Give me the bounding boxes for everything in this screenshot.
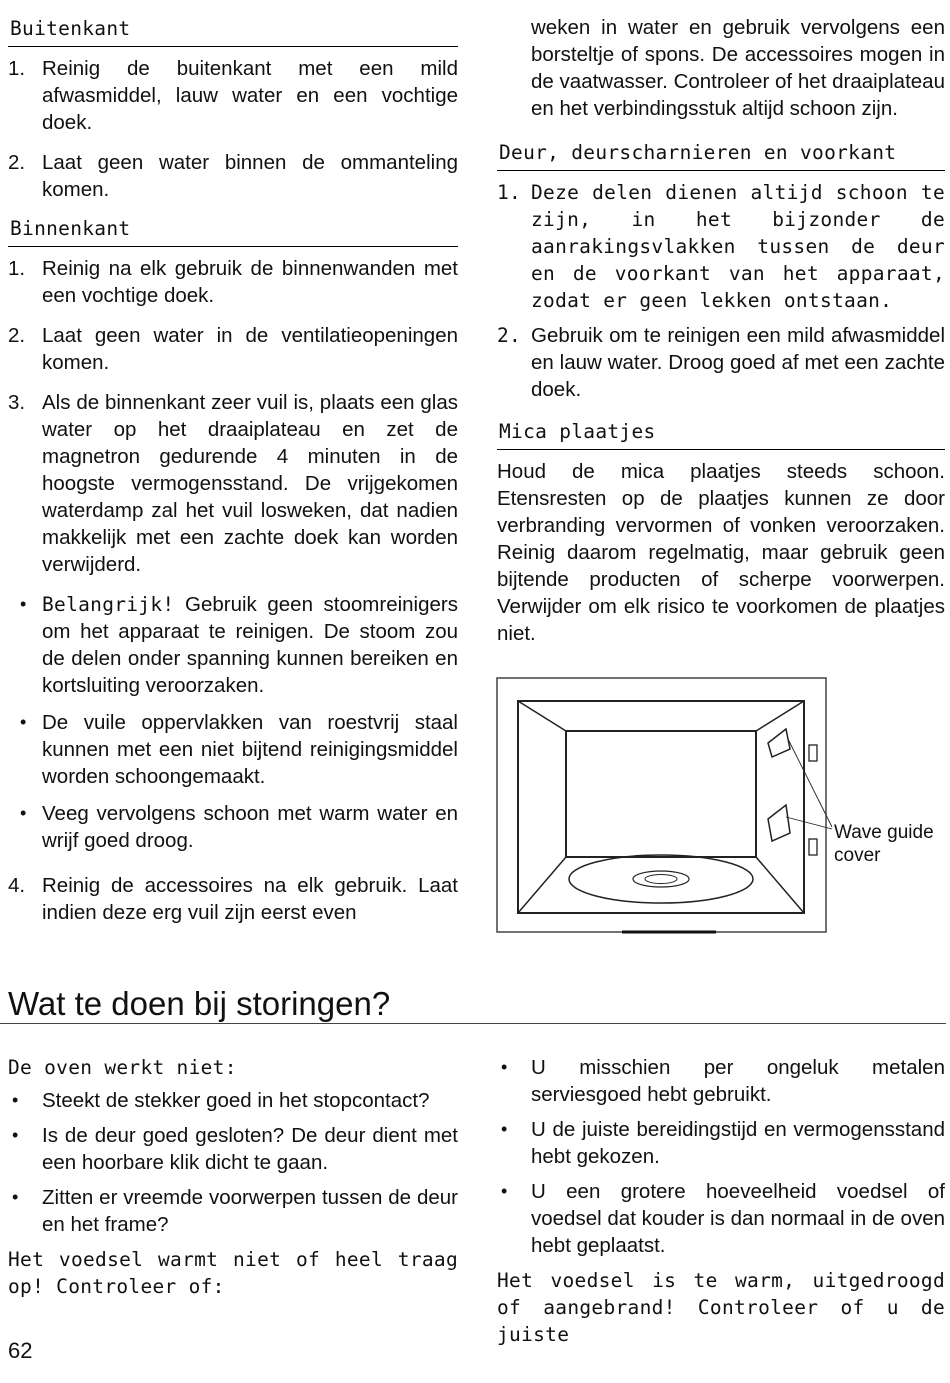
troubleshoot-left	[8, 1054, 458, 1300]
bullet-text: Zitten er vreemde voorwerpen tussen de deur en het frame?	[42, 1186, 458, 1236]
question-too-hot: Het voedsel is te warm, uitgedroogd of aangebrand! Controleer of u de juiste	[497, 1269, 945, 1346]
inside-bullets	[8, 591, 458, 854]
right-column	[497, 14, 945, 647]
list-item	[8, 322, 458, 376]
item-number: 3.	[8, 391, 26, 414]
question-oven: De oven werkt niet:	[8, 1056, 237, 1079]
bullet-text: U een grotere hoeveelheid voedsel of voedsel dat kouder is dan normaal in de oven hebt geplaatst.	[531, 1180, 945, 1257]
list-item	[8, 389, 458, 578]
bullet-item	[8, 591, 458, 699]
troubleshoot-right	[497, 1054, 945, 1348]
item-text: Reinig de accessoires na elk gebruik. Laat indien deze erg vuil zijn eerst even	[42, 874, 458, 924]
heading-door: Deur, deurscharnieren en voorkant	[497, 138, 945, 171]
inside-list	[8, 255, 458, 578]
section-title-wrap	[8, 984, 390, 1024]
bullet-item	[497, 1054, 945, 1108]
section-title: Wat te doen bij storingen?	[8, 985, 391, 1022]
bullet-icon: •	[12, 1090, 19, 1110]
microwave-diagram	[496, 677, 946, 935]
item-number: 1.	[497, 181, 522, 204]
outside-list	[8, 55, 458, 203]
bullet-text: Gebruik geen stoomreinigers om het apparaat te reinigen. De stoom zou de delen onder spanning kunnen bereiken en kortsluiting veroorzaken.	[42, 593, 458, 697]
list-item	[8, 149, 458, 203]
item-text: Reinig de buitenkant met een mild afwasmiddel, lauw water en een vochtige doek.	[42, 57, 458, 134]
bullet-item	[497, 1178, 945, 1259]
heading-buitenkant: Buitenkant	[8, 14, 458, 47]
left-column	[8, 14, 458, 939]
bullet-item	[8, 800, 458, 854]
item-text: Als de binnenkant zeer vuil is, plaats een glas water op het draaiplateau en zet de magnetron gedurende 4 minuten in de hoogste vermogensstand. De vrijgekomen waterdamp zal het vuil losweken, dat nadien makkelijk met een zachte doek kan worden verwijderd.	[42, 391, 458, 576]
item-number: 2.	[8, 324, 26, 347]
bullet-icon: •	[20, 712, 27, 732]
important-label: Belangrijk!	[42, 593, 175, 616]
label-line-1: Wave guide	[834, 822, 934, 843]
bullet-icon: •	[501, 1181, 508, 1201]
bullet-item	[8, 1087, 458, 1114]
bullet-icon: •	[501, 1057, 508, 1077]
bullet-text: Steekt de stekker goed in het stopcontact?	[42, 1089, 430, 1112]
item-number: 2.	[497, 324, 522, 347]
microwave-illustration	[496, 677, 946, 935]
bullet-item	[8, 1122, 458, 1176]
heading-mica: Mica plaatjes	[497, 417, 945, 450]
bullet-text: Is de deur goed gesloten? De deur dient met een hoorbare klik dicht te gaan.	[42, 1124, 458, 1174]
item-text: Gebruik om te reinigen een mild afwasmiddel en lauw water. Droog goed af met een zachte doek.	[531, 324, 945, 401]
list-item	[497, 179, 945, 314]
bullet-icon: •	[20, 803, 27, 823]
page-number: 62	[8, 1338, 33, 1363]
bullet-icon: •	[20, 594, 27, 614]
item-number: 2.	[8, 151, 26, 174]
item-number: 1.	[8, 57, 26, 80]
item-text: Reinig na elk gebruik de binnenwanden met een vochtige doek.	[42, 257, 458, 307]
item-number: 4.	[8, 874, 26, 897]
label-line-2: cover	[834, 845, 881, 866]
heading-binnenkant: Binnenkant	[8, 214, 458, 247]
question-heating: Het voedsel warmt niet of heel traag op! Controleer of:	[8, 1248, 458, 1298]
bullet-text: Veeg vervolgens schoon met warm water en wrijf goed droog.	[42, 802, 458, 852]
bullet-text: U de juiste bereidingstijd en vermogensstand hebt gekozen.	[531, 1118, 945, 1168]
bullet-icon: •	[12, 1125, 19, 1145]
item-number: 1.	[8, 257, 26, 280]
list-item	[8, 55, 458, 136]
list-item	[497, 322, 945, 403]
item-text: Deze delen dienen altijd schoon te zijn, in het bijzonder de aanrakingsvlakken tussen de deur en de voorkant van het apparaat, zodat er geen lekken ontstaan.	[531, 181, 945, 312]
bullet-text: De vuile oppervlakken van roestvrij staal kunnen met een niet bijtend reinigingsmiddel worden schoongemaakt.	[42, 711, 458, 788]
list-item	[8, 872, 458, 926]
wave-guide-label	[834, 821, 934, 867]
item-text: Laat geen water in de ventilatieopeningen komen.	[42, 324, 458, 374]
section-rule	[0, 1023, 946, 1024]
bullet-item	[497, 1116, 945, 1170]
bullet-icon: •	[12, 1187, 19, 1207]
mica-text: Houd de mica plaatjes steeds schoon. Etensresten op de plaatjes kunnen ze door verbranding vervormen of vonken veroorzaken. Reinig daarom regelmatig, maar gebruik geen bijtende producten of scherpe voorwerpen. Verwijder om elk risico te voorkomen de plaatjes niet.	[497, 460, 945, 645]
bullet-icon: •	[501, 1119, 508, 1139]
bullet-item	[8, 1184, 458, 1238]
list-item	[8, 255, 458, 309]
continued-text: weken in water en gebruik vervolgens een borsteltje of spons. De accessoires mogen in de vaatwasser. Controleer of het draaiplateau en het verbindingsstuk altijd schoon zijn.	[531, 16, 945, 120]
bullet-text: U misschien per ongeluk metalen serviesgoed hebt gebruikt.	[531, 1056, 945, 1106]
item-text: Laat geen water binnen de ommanteling komen.	[42, 151, 458, 201]
bullet-item	[8, 709, 458, 790]
